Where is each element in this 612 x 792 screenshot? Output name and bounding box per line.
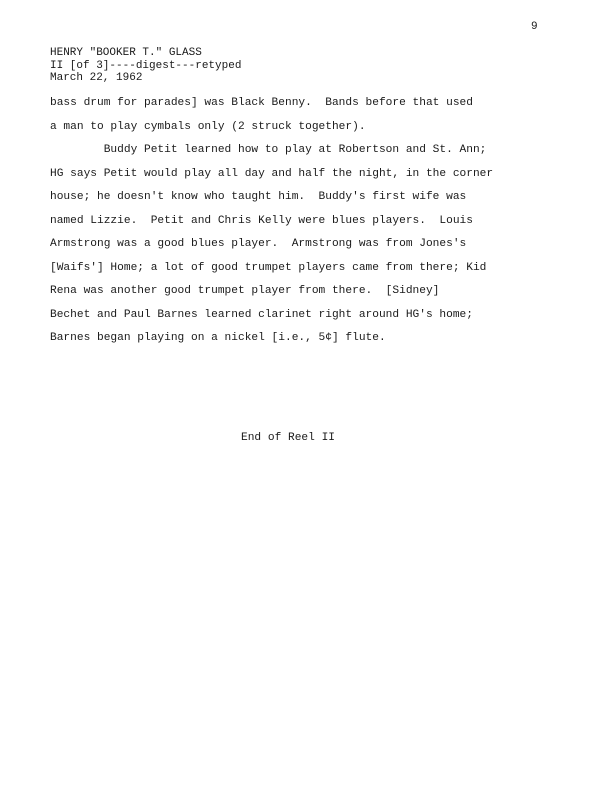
text-line: Buddy Petit learned how to play at Robertson and St. Ann; [50, 144, 487, 156]
text-line: [Waifs'] Home; a lot of good trumpet players came from there; Kid [50, 261, 487, 274]
header-interviewee-name: HENRY "BOOKER T." GLASS [50, 47, 202, 59]
text-line: a man to play cymbals only (2 struck together). [50, 120, 366, 133]
header-reel-info: II [of 3]----digest---retyped [50, 59, 242, 72]
end-of-reel-note: End of Reel II [241, 432, 335, 444]
header-date: March 22, 1962 [50, 72, 143, 84]
text-line: Bechet and Paul Barnes learned clarinet right around HG's home; [50, 308, 473, 321]
text-line: Barnes began playing on a nickel [i.e., 5¢] flute. [50, 332, 386, 344]
text-line: bass drum for parades] was Black Benny. Bands before that used [50, 97, 473, 109]
transcript-body [50, 92, 570, 351]
text-line: Rena was another good trumpet player from there. [Sidney] [50, 285, 440, 297]
text-line: named Lizzie. Petit and Chris Kelly were blues players. Louis [50, 214, 473, 227]
document-header [50, 47, 241, 85]
page-number: 9 [531, 21, 538, 33]
text-line: HG says Petit would play all day and half the night, in the corner [50, 167, 494, 180]
text-line: Armstrong was a good blues player. Armstrong was from Jones's [50, 238, 467, 250]
text-line: house; he doesn't know who taught him. Buddy's first wife was [50, 191, 467, 203]
